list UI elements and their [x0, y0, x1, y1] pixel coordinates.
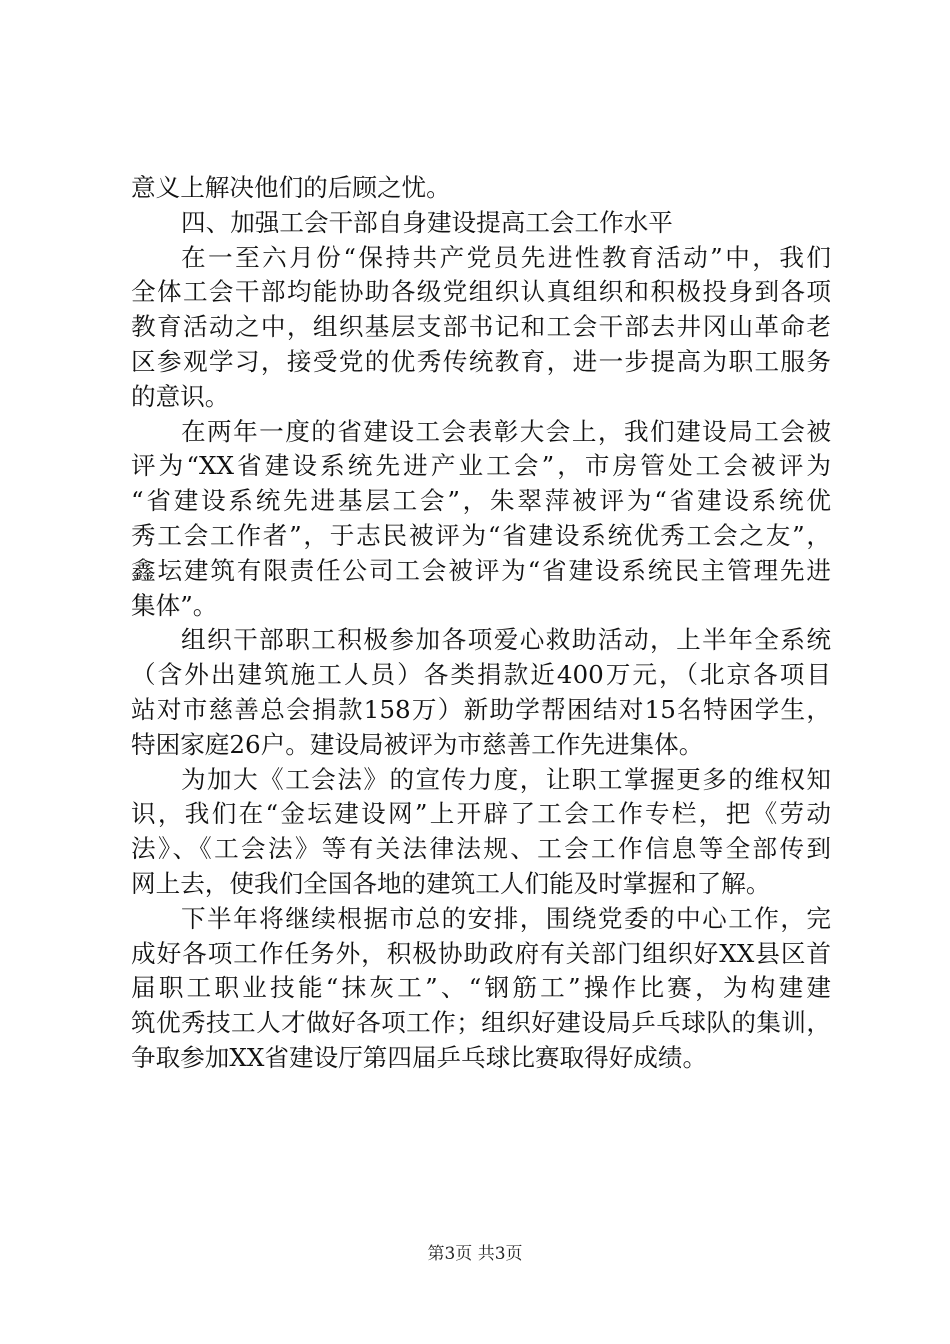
paragraph-continuation [131, 171, 831, 206]
paragraph-union-law [131, 763, 831, 902]
paragraph-second-half-plan [131, 902, 831, 1076]
paragraph-charity [131, 623, 831, 762]
text-line: 集体”。 [131, 590, 218, 620]
text-line: 争取参加XX省建设厅第四届乒乓球比赛取得好成绩。 [131, 1042, 708, 1072]
text-line: 为加大《工会法》的宣传力度，让职工掌握更多的维权知 [181, 764, 831, 794]
text-line: 的意识。 [131, 381, 230, 411]
text-line: “省建设系统先进基层工会”，朱翠萍被评为“省建设系统优 [131, 486, 831, 516]
section-heading-four [131, 206, 831, 241]
text-line: 评为“XX省建设系统先进产业工会”，市房管处工会被评为 [131, 451, 831, 481]
text-line: 站对市慈善总会捐款158万）新助学帮困结对15名特困学生， [131, 694, 831, 724]
text-line: 法》、《工会法》等有关法律法规、工会工作信息等全部传到 [131, 834, 831, 864]
text-line: 全体工会干部均能协助各级党组织认真组织和积极投身到各项 [131, 277, 831, 307]
text-line: 届职工职业技能“抹灰工”、“钢筋工”操作比赛，为构建建 [131, 973, 831, 1003]
text-line: 教育活动之中，组织基层支部书记和工会干部去井冈山革命老 [131, 312, 831, 342]
text-line: 识，我们在“金坛建设网”上开辟了工会工作专栏，把《劳动 [131, 799, 831, 829]
text-line: 成好各项工作任务外，积极协助政府有关部门组织好XX县区首 [131, 938, 831, 968]
paragraph-awards [131, 415, 831, 624]
document-body [131, 171, 831, 1076]
text-line: 筑优秀技工人才做好各项工作；组织好建设局乒乓球队的集训， [131, 1008, 831, 1038]
paragraph-education-activity [131, 241, 831, 415]
page-footer: 第3页 共3页 [427, 1244, 523, 1264]
text-line: 秀工会工作者”，于志民被评为“省建设系统优秀工会之友”， [131, 520, 831, 550]
text-line: （含外出建筑施工人员）各类捐款近400万元，（北京各项目 [131, 660, 831, 690]
text-line: 区参观学习，接受党的优秀传统教育，进一步提高为职工服务 [131, 346, 831, 376]
text-line: 意义上解决他们的后顾之忧。 [131, 173, 451, 202]
text-line: 鑫坛建筑有限责任公司工会被评为“省建设系统民主管理先进 [131, 555, 831, 585]
text-line: 在一至六月份“保持共产党员先进性教育活动”中，我们 [181, 242, 831, 272]
text-line: 下半年将继续根据市总的安排，围绕党委的中心工作，完 [181, 903, 831, 933]
text-line: 组织干部职工积极参加各项爱心救助活动，上半年全系统 [181, 625, 831, 655]
text-line: 在两年一度的省建设工会表彰大会上，我们建设局工会被 [181, 416, 831, 446]
text-line: 特困家庭26户。建设局被评为市慈善工作先进集体。 [131, 729, 704, 759]
text-line: 网上去，使我们全国各地的建筑工人们能及时掌握和了解。 [131, 868, 771, 898]
text-line: 四、加强工会干部自身建设提高工会工作水平 [181, 207, 673, 237]
